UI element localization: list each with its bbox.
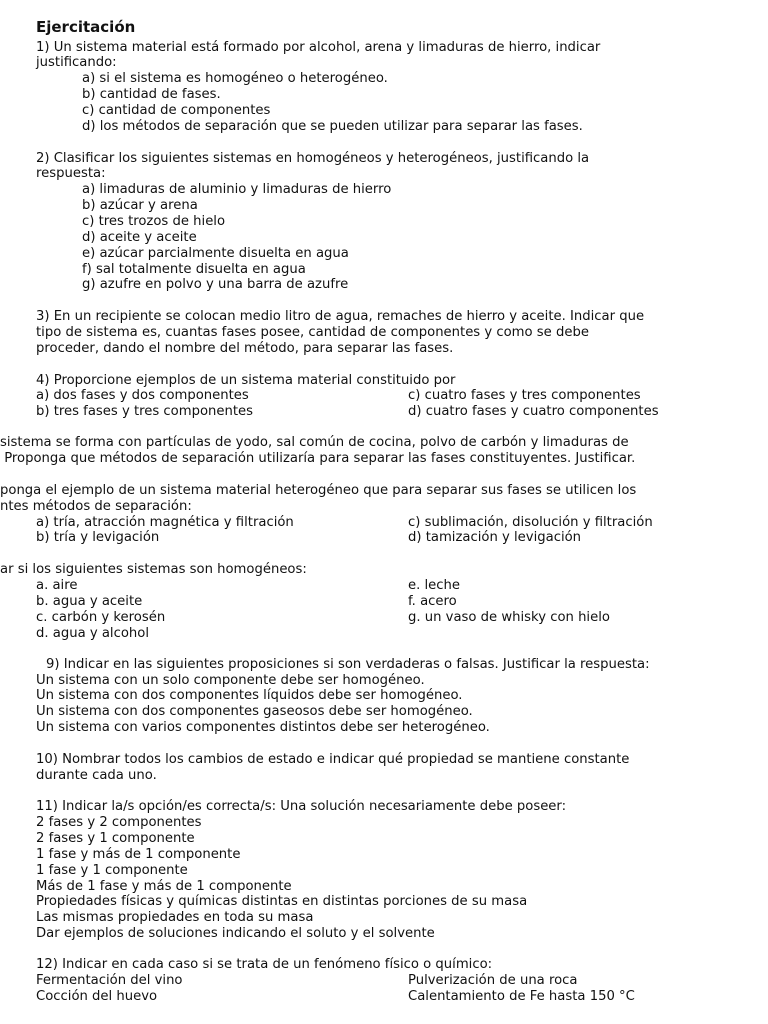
q2-item: g) azufre en polvo y una barra de azufre bbox=[82, 277, 349, 292]
q11-option: 1 fase y más de 1 componente bbox=[36, 847, 241, 862]
q9-item: Un sistema con dos componentes líquidos debe ser homogéneo. bbox=[36, 688, 463, 703]
q11-option: Más de 1 fase y más de 1 componente bbox=[36, 879, 292, 894]
q5-line: Proponga que métodos de separación utilizaría para separar las fases constituyentes. Justificar. bbox=[0, 451, 636, 466]
q2-item: d) aceite y aceite bbox=[82, 230, 197, 245]
q4-option: c) cuatro fases y tres componentes bbox=[408, 388, 641, 403]
q12-item: Cocción del huevo bbox=[36, 989, 158, 1004]
q12-item: Calentamiento de Fe hasta 150 °C bbox=[408, 989, 635, 1004]
q4-option: a) dos fases y dos componentes bbox=[36, 388, 249, 403]
q1-stem: justificando: bbox=[36, 55, 117, 70]
q7-option: c. carbón y kerosén bbox=[36, 610, 166, 625]
q12-item: Fermentación del vino bbox=[36, 973, 183, 988]
q11-option: Dar ejemplos de soluciones indicando el soluto y el solvente bbox=[36, 926, 435, 941]
q7-option: e. leche bbox=[408, 578, 460, 593]
q11-option: Propiedades físicas y químicas distintas en distintas porciones de su masa bbox=[36, 894, 528, 909]
q2-item: e) azúcar parcialmente disuelta en agua bbox=[82, 246, 349, 261]
q6-option: b) tría y levigación bbox=[36, 530, 160, 545]
q9-item: Un sistema con varios componentes distintos debe ser heterogéneo. bbox=[36, 720, 490, 735]
q6-stem: ponga el ejemplo de un sistema material heterogéneo que para separar sus fases se utilicen los bbox=[0, 483, 637, 498]
q7-option: d. agua y alcohol bbox=[36, 626, 149, 641]
q3-line: tipo de sistema es, cuantas fases posee, cantidad de componentes y como se debe bbox=[36, 325, 589, 340]
q7-option: f. acero bbox=[408, 594, 457, 609]
q6-stem: ntes métodos de separación: bbox=[0, 499, 192, 514]
q3-line: 3) En un recipiente se colocan medio litro de agua, remaches de hierro y aceite. Indicar que bbox=[36, 309, 645, 324]
q1-item: d) los métodos de separación que se pueden utilizar para separar las fases. bbox=[82, 119, 583, 134]
q2-stem: 2) Clasificar los siguientes sistemas en homogéneos y heterogéneos, justificando la bbox=[36, 151, 590, 166]
q12-stem: 12) Indicar en cada caso si se trata de un fenómeno físico o químico: bbox=[36, 957, 493, 972]
q2-stem: respuesta: bbox=[36, 166, 106, 181]
q11-option: Las mismas propiedades en toda su masa bbox=[36, 910, 314, 925]
q10-line: 10) Nombrar todos los cambios de estado e indicar qué propiedad se mantiene constante bbox=[36, 752, 630, 767]
q9-stem: 9) Indicar en las siguientes proposiciones si son verdaderas o falsas. Justificar la respuesta: bbox=[46, 657, 650, 672]
q12-item: Pulverización de una roca bbox=[408, 973, 578, 988]
q1-stem: 1) Un sistema material está formado por alcohol, arena y limaduras de hierro, indicar bbox=[36, 40, 601, 55]
q9-item: Un sistema con un solo componente debe ser homogéneo. bbox=[36, 673, 425, 688]
q11-stem: 11) Indicar la/s opción/es correcta/s: Una solución necesariamente debe poseer: bbox=[36, 799, 567, 814]
q4-option: d) cuatro fases y cuatro componentes bbox=[408, 404, 659, 419]
q2-item: b) azúcar y arena bbox=[82, 198, 198, 213]
q2-item: a) limaduras de aluminio y limaduras de hierro bbox=[82, 182, 392, 197]
q11-option: 2 fases y 2 componentes bbox=[36, 815, 202, 830]
q6-option: c) sublimación, disolución y filtración bbox=[408, 515, 653, 530]
q5-line: sistema se forma con partículas de yodo, sal común de cocina, polvo de carbón y limaduras de bbox=[0, 435, 629, 450]
q4-stem: 4) Proporcione ejemplos de un sistema material constituido por bbox=[36, 373, 456, 388]
q7-option: g. un vaso de whisky con hielo bbox=[408, 610, 610, 625]
q1-item: c) cantidad de componentes bbox=[82, 103, 271, 118]
q2-item: f) sal totalmente disuelta en agua bbox=[82, 262, 306, 277]
q4-option: b) tres fases y tres componentes bbox=[36, 404, 254, 419]
q1-item: b) cantidad de fases. bbox=[82, 87, 221, 102]
q11-option: 2 fases y 1 componente bbox=[36, 831, 195, 846]
q11-option: 1 fase y 1 componente bbox=[36, 863, 188, 878]
q9-item: Un sistema con dos componentes gaseosos debe ser homogéneo. bbox=[36, 704, 473, 719]
q1-item: a) si el sistema es homogéneo o heterogéneo. bbox=[82, 71, 388, 86]
q6-option: d) tamización y levigación bbox=[408, 530, 582, 545]
q2-item: c) tres trozos de hielo bbox=[82, 214, 226, 229]
q6-option: a) tría, atracción magnética y filtración bbox=[36, 515, 294, 530]
q7-option: a. aire bbox=[36, 578, 78, 593]
worksheet-title: Ejercitación bbox=[36, 18, 136, 36]
q7-option: b. agua y aceite bbox=[36, 594, 143, 609]
q3-line: proceder, dando el nombre del método, para separar las fases. bbox=[36, 341, 454, 356]
q10-line: durante cada uno. bbox=[36, 768, 157, 783]
q7-stem: ar si los siguientes sistemas son homogéneos: bbox=[0, 562, 307, 577]
